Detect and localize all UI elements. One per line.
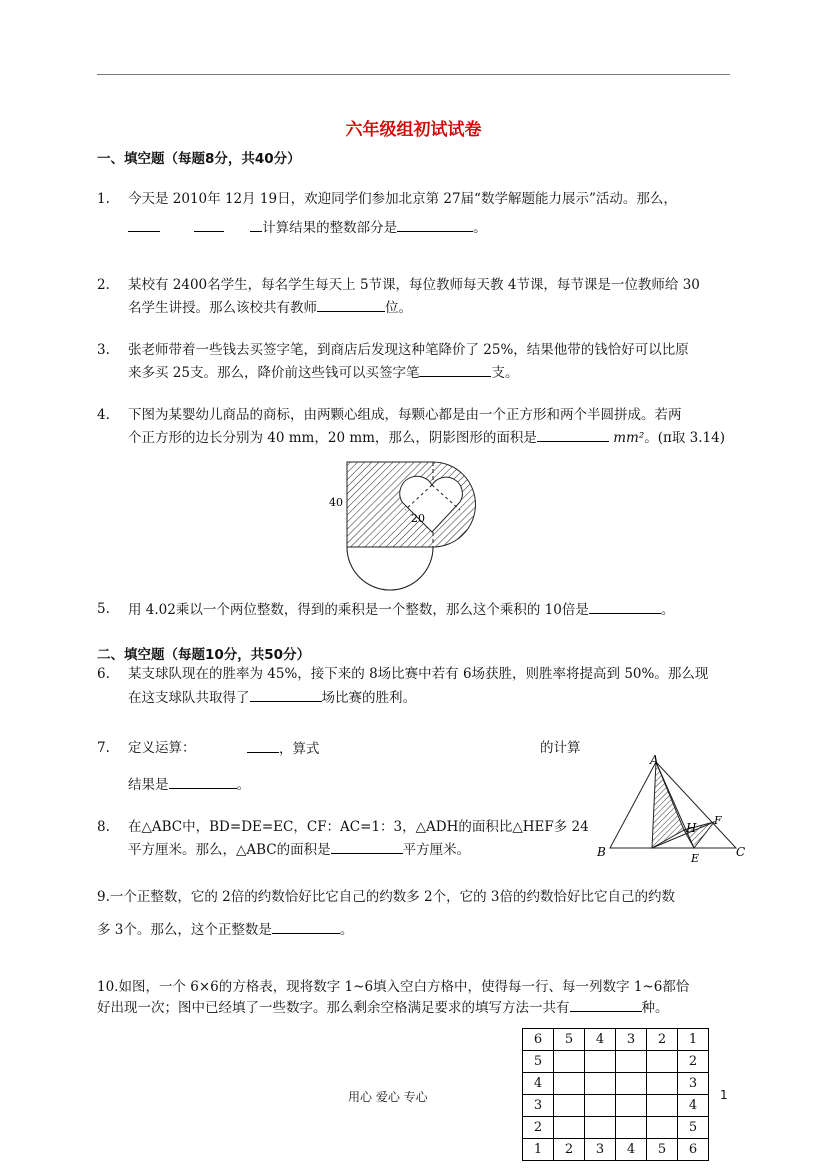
grid-cell: 2 bbox=[647, 1029, 678, 1051]
grid-cell-empty[interactable] bbox=[647, 1117, 678, 1139]
q3-line1: 张老师带着一些钱去买签字笔，到商店后发现这种笔降价了 25%，结果他带的钱恰好可以比原 bbox=[128, 342, 689, 358]
q10-end: 种。 bbox=[641, 1000, 669, 1016]
q7-line2-text: 结果是 bbox=[128, 777, 169, 793]
q6-answer-blank[interactable] bbox=[250, 688, 322, 702]
grid-cell-empty[interactable] bbox=[585, 1095, 616, 1117]
q5-text: 用 4.02乘以一个两位整数，得到的乘积是一个整数，那么这个乘积的 10倍是 bbox=[128, 602, 589, 618]
grid-cell-empty[interactable] bbox=[554, 1073, 585, 1095]
grid-cell: 6 bbox=[523, 1029, 554, 1051]
q4-number: 4. bbox=[97, 407, 110, 423]
q2-line1: 某校有 2400名学生，每名学生每天上 5节课，每位教师每天教 4节课，每节课是一位教师给 30 bbox=[128, 277, 700, 293]
q7-op-blank bbox=[247, 739, 279, 753]
grid-cell-empty[interactable] bbox=[616, 1117, 647, 1139]
q3-answer-blank[interactable] bbox=[419, 363, 491, 377]
q1-line2-text: 计算结果的整数部分是 bbox=[262, 220, 398, 236]
q1-fraction-blank-1 bbox=[128, 218, 160, 232]
section-2-heading: 二、填空题（每题10分，共50分） bbox=[97, 647, 311, 663]
q1-number: 1. bbox=[97, 191, 110, 207]
grid-cell-empty[interactable] bbox=[554, 1095, 585, 1117]
grid-cell: 2 bbox=[523, 1117, 554, 1139]
grid-cell: 3 bbox=[585, 1139, 616, 1161]
label-b: B bbox=[597, 845, 606, 859]
grid-row bbox=[523, 1095, 709, 1117]
q2-line2-text: 名学生讲授。那么该校共有教师 bbox=[128, 300, 317, 316]
grid-cell: 1 bbox=[523, 1139, 554, 1161]
q7-number: 7. bbox=[97, 740, 110, 756]
grid-cell: 4 bbox=[585, 1029, 616, 1051]
page-number: 1 bbox=[720, 1088, 728, 1102]
grid-cell-empty[interactable] bbox=[616, 1051, 647, 1073]
q3-number: 3. bbox=[97, 342, 110, 358]
q8-answer-blank[interactable] bbox=[331, 840, 403, 854]
q6-end: 场比赛的胜利。 bbox=[321, 690, 416, 706]
q2-end: 位。 bbox=[385, 300, 412, 316]
q9-end: 。 bbox=[339, 922, 354, 938]
grid-cell-empty[interactable] bbox=[585, 1051, 616, 1073]
q7-op-blank-row bbox=[247, 739, 320, 758]
q1-end: 。 bbox=[473, 220, 487, 236]
q2-line2 bbox=[128, 298, 412, 317]
q3-line2 bbox=[128, 363, 518, 382]
q7-end: 。 bbox=[236, 777, 250, 793]
q9-line2-text: 多 3个。那么，这个正整数是 bbox=[97, 922, 272, 938]
grid-row bbox=[523, 1117, 709, 1139]
grid-cell: 4 bbox=[616, 1139, 647, 1161]
q7-line2 bbox=[128, 775, 250, 794]
sudoku-grid bbox=[522, 1028, 709, 1161]
q4-end: 。(π取 3.14) bbox=[644, 430, 726, 446]
grid-row bbox=[523, 1139, 709, 1161]
label-40: 40 bbox=[329, 496, 343, 509]
grid-cell: 3 bbox=[616, 1029, 647, 1051]
section-1-heading: 一、填空题（每题8分，共40分） bbox=[97, 151, 301, 167]
q2-answer-blank[interactable] bbox=[317, 298, 385, 312]
grid-cell-empty[interactable] bbox=[647, 1073, 678, 1095]
q9-answer-blank[interactable] bbox=[272, 920, 340, 934]
q9-line2 bbox=[97, 920, 353, 939]
grid-cell: 2 bbox=[678, 1051, 709, 1073]
q6-line2-text: 在这支球队共取得了 bbox=[128, 690, 250, 706]
header-rule bbox=[97, 74, 730, 75]
q7-tail: 的计算 bbox=[540, 740, 581, 756]
q8-number: 8. bbox=[97, 819, 110, 835]
grid-cell: 1 bbox=[678, 1029, 709, 1051]
grid-cell: 2 bbox=[554, 1139, 585, 1161]
q4-line2-text: 个正方形的边长分别为 40 mm，20 mm，那么，阴影图形的面积是 bbox=[128, 430, 537, 446]
q3-end: 支。 bbox=[491, 365, 519, 381]
label-f: F bbox=[714, 814, 722, 827]
q8-line1: 在△ABC中，BD=DE=EC，CF：AC=1：3，△ADH的面积比△HEF多 24 bbox=[128, 819, 589, 835]
q4-line1: 下图为某婴幼儿商品的商标，由两颗心组成，每颗心都是由一个正方形和两个半圆拼成。若两 bbox=[128, 407, 682, 423]
q4-unit: mm² bbox=[613, 430, 645, 446]
grid-row bbox=[523, 1029, 709, 1051]
grid-row bbox=[523, 1073, 709, 1095]
grid-cell: 5 bbox=[554, 1029, 585, 1051]
page-title: 六年级组初试试卷 bbox=[345, 120, 482, 140]
grid-cell-empty[interactable] bbox=[585, 1073, 616, 1095]
q10-answer-blank[interactable] bbox=[570, 998, 642, 1012]
q2-number: 2. bbox=[97, 277, 110, 293]
grid-cell: 3 bbox=[523, 1095, 554, 1117]
label-20: 20 bbox=[411, 512, 425, 525]
q9-line1: 9.一个正整数，它的 2倍的约数恰好比它自己的约数多 2个，它的 3倍的约数恰好比它自己的约数 bbox=[97, 889, 676, 905]
grid-cell: 5 bbox=[647, 1139, 678, 1161]
q8-line2-text: 平方厘米。那么，△ABC的面积是 bbox=[128, 842, 331, 858]
label-e: E bbox=[691, 852, 700, 864]
grid-cell-empty[interactable] bbox=[616, 1073, 647, 1095]
q6-line1: 某支球队现在的胜率为 45%，接下来的 8场比赛中若有 6场获胜，则胜率将提高到 50%。那么现 bbox=[128, 666, 709, 682]
q10-line2 bbox=[97, 998, 669, 1017]
label-c: C bbox=[736, 845, 746, 859]
grid-cell: 3 bbox=[678, 1073, 709, 1095]
q10-line2-text: 好出现一次；图中已经填了一些数字。那么剩余空格满足要求的填写方法一共有 bbox=[97, 1000, 570, 1016]
grid-cell-empty[interactable] bbox=[647, 1051, 678, 1073]
footer-motto: 用心 爱心 专心 bbox=[348, 1090, 428, 1104]
label-h: H bbox=[686, 821, 697, 835]
q7-def: 定义运算： bbox=[128, 740, 196, 756]
q1-line2 bbox=[128, 218, 487, 237]
grid-row bbox=[523, 1051, 709, 1073]
q4-answer-blank[interactable] bbox=[537, 428, 609, 442]
q5-end: 。 bbox=[660, 602, 675, 618]
q4-line2 bbox=[128, 428, 725, 447]
grid-cell: 5 bbox=[678, 1117, 709, 1139]
q3-line2-text: 来多买 25支。那么，降价前这些钱可以买签字笔 bbox=[128, 365, 420, 381]
q8-line2 bbox=[128, 840, 470, 859]
q1-line1: 今天是 2010年 12月 19日，欢迎同学们参加北京第 27届“数学解题能力展示”活动。那么， bbox=[128, 191, 677, 207]
q1-answer-blank[interactable] bbox=[397, 218, 473, 232]
grid-cell-empty[interactable] bbox=[647, 1095, 678, 1117]
q5-line bbox=[128, 600, 674, 619]
q5-number: 5. bbox=[97, 601, 110, 617]
q6-number: 6. bbox=[97, 666, 110, 682]
q7-expr-label: ，算式 bbox=[279, 741, 320, 757]
heart-logo-figure bbox=[325, 452, 485, 594]
grid-cell-empty[interactable] bbox=[554, 1051, 585, 1073]
grid-cell: 4 bbox=[523, 1073, 554, 1095]
grid-cell: 4 bbox=[678, 1095, 709, 1117]
q6-line2 bbox=[128, 688, 416, 707]
grid-cell: 5 bbox=[523, 1051, 554, 1073]
q8-end: 平方厘米。 bbox=[402, 842, 471, 858]
q1-fraction-blank-3 bbox=[250, 218, 262, 232]
triangle-figure bbox=[594, 752, 754, 864]
grid-cell-empty[interactable] bbox=[616, 1095, 647, 1117]
q1-fraction-blank-2 bbox=[194, 218, 224, 232]
label-a: A bbox=[650, 753, 659, 767]
q5-answer-blank[interactable] bbox=[589, 600, 661, 614]
grid-cell-empty[interactable] bbox=[554, 1117, 585, 1139]
q7-answer-blank[interactable] bbox=[169, 775, 237, 789]
q10-line1: 10.如图，一个 6×6的方格表，现将数字 1~6填入空白方格中，使得每一行、每一列数字 1~6都恰 bbox=[97, 979, 690, 995]
big-heart-lower-semicircle bbox=[347, 547, 433, 590]
grid-cell-empty[interactable] bbox=[585, 1117, 616, 1139]
grid-cell: 6 bbox=[678, 1139, 709, 1161]
